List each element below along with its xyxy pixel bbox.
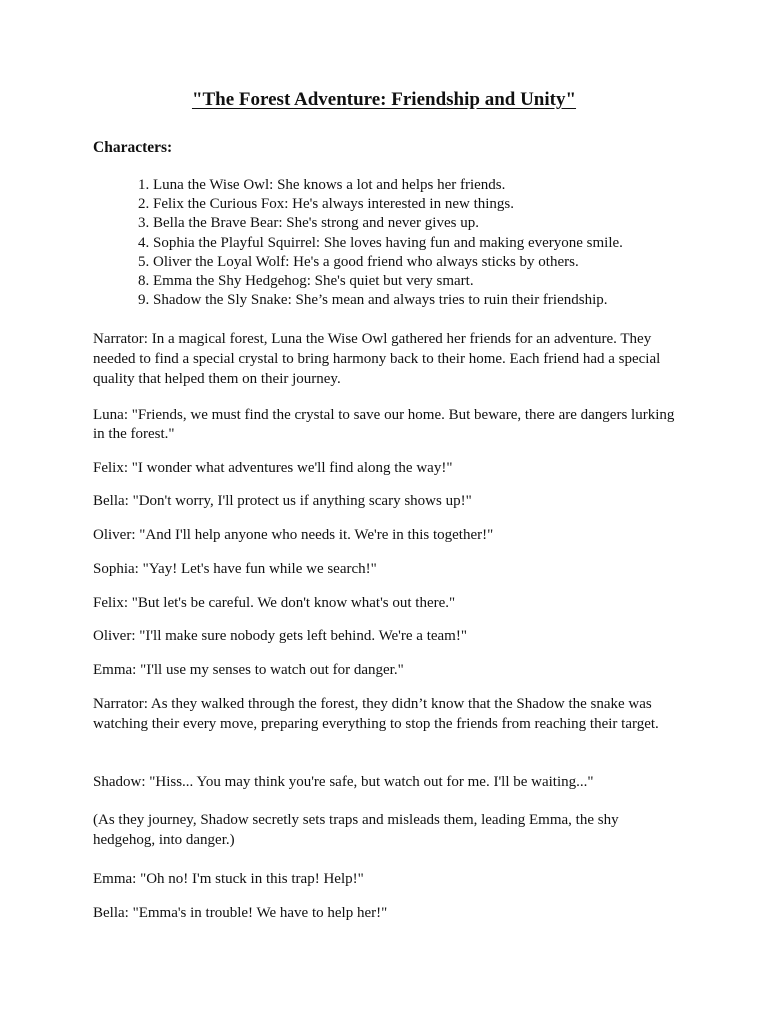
character-item: 5. Oliver the Loyal Wolf: He's a good friend who always sticks by others.: [138, 253, 579, 270]
dialogue-felix: Felix: "But let's be careful. We don't know what's out there.": [93, 595, 456, 611]
character-item: 2. Felix the Curious Fox: He's always interested in new things.: [138, 196, 514, 213]
dialogue-oliver: Oliver: "I'll make sure nobody gets left behind. We're a team!": [93, 628, 467, 644]
dialogue-shadow: Shadow: "Hiss... You may think you're safe, but watch out for me. I'll be waiting...": [93, 774, 594, 790]
characters-list: [138, 176, 623, 310]
characters-heading: Characters:: [93, 139, 173, 156]
narrator-paragraph: Narrator: As they walked through the forest, they didn’t know that the Shadow the snake was watching their every move, preparing everything to stop the friends from reaching their target.: [93, 696, 659, 732]
dialogue-oliver: Oliver: "And I'll help anyone who needs it. We're in this together!": [93, 527, 494, 543]
character-item: 4. Sophia the Playful Squirrel: She loves having fun and making everyone smile.: [138, 234, 623, 251]
dialogue-bella: Bella: "Emma's in trouble! We have to help her!": [93, 905, 388, 921]
dialogue-bella: Bella: "Don't worry, I'll protect us if anything scary shows up!": [93, 493, 472, 509]
narrator-paragraph: Narrator: In a magical forest, Luna the Wise Owl gathered her friends for an adventure. They needed to find a special crystal to bring harmony back to their home. Each friend had a special quality that helped them on their journey.: [93, 331, 661, 387]
character-item: 3. Bella the Brave Bear: She's strong and never gives up.: [138, 215, 479, 232]
dialogue-luna: Luna: "Friends, we must find the crystal to save our home. But beware, there are dangers lurking in the forest.": [93, 407, 675, 442]
character-item: 8. Emma the Shy Hedgehog: She's quiet but very smart.: [138, 273, 474, 290]
character-item: 9. Shadow the Sly Snake: She’s mean and always tries to ruin their friendship.: [138, 292, 608, 309]
dialogue-sophia: Sophia: "Yay! Let's have fun while we search!": [93, 561, 377, 577]
dialogue-emma: Emma: "I'll use my senses to watch out for danger.": [93, 662, 404, 678]
character-item: 1. Luna the Wise Owl: She knows a lot and helps her friends.: [138, 177, 506, 193]
stage-direction: (As they journey, Shadow secretly sets traps and misleads them, leading Emma, the shy hedgehog, into danger.): [93, 812, 619, 848]
document-title: "The Forest Adventure: Friendship and Unity": [191, 89, 577, 110]
dialogue-emma: Emma: "Oh no! I'm stuck in this trap! Help!": [93, 871, 364, 887]
dialogue-felix: Felix: "I wonder what adventures we'll find along the way!": [93, 460, 453, 476]
